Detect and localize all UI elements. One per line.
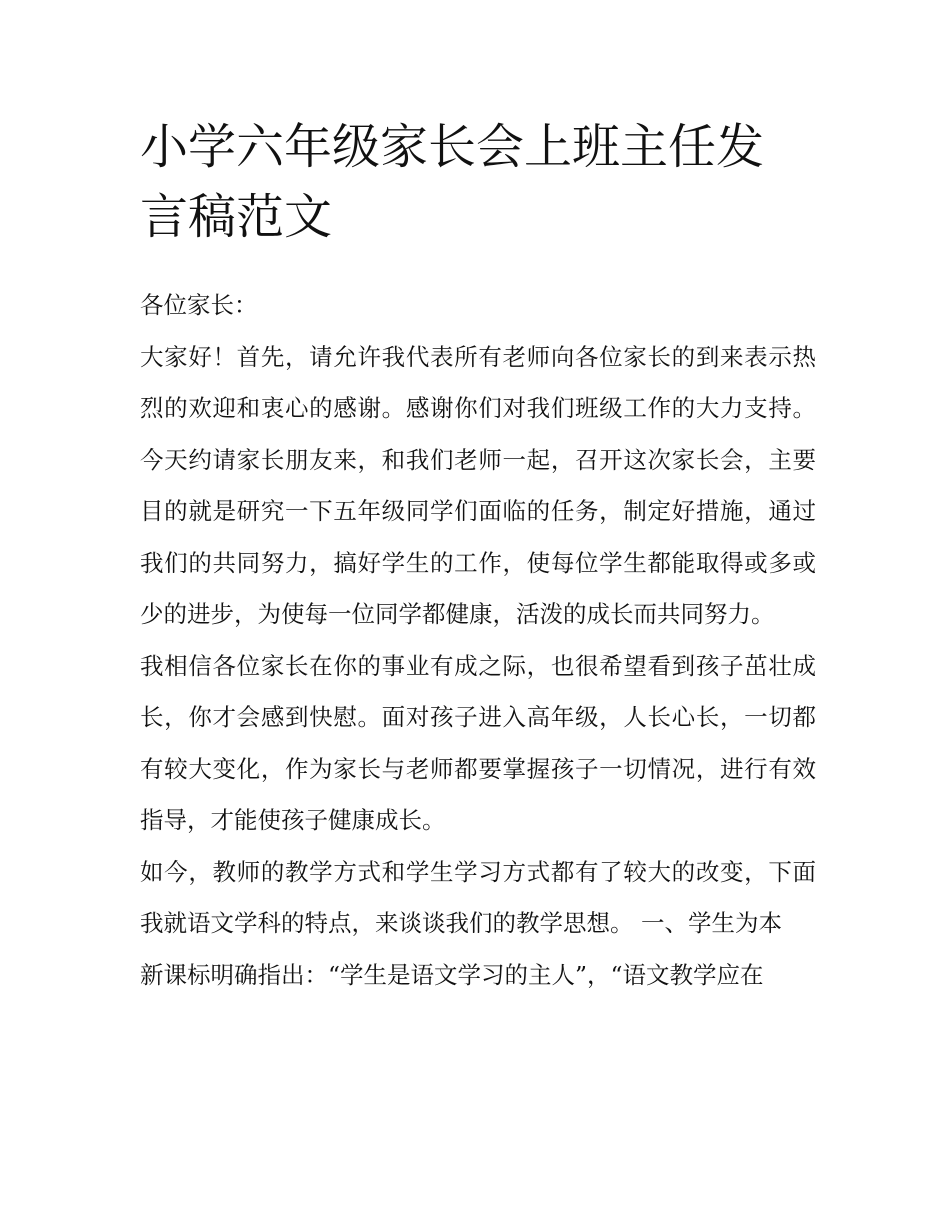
teaching-paragraph: 如今，教师的教学方式和学生学习方式都有了较大的改变，下面我就语文学科的特点，来谈谈我们的教学思想。 一、学生为本 bbox=[140, 857, 816, 937]
greeting-paragraph: 大家好！首先，请允许我代表所有老师向各位家长的到来表示热烈的欢迎和衷心的感谢。感谢你们对我们班级工作的大力支持。今天约请家长朋友来，和我们老师一起，召开这次家长会，主要目的就是研究一下五年级同学们面临的任务，制定好措施，通过我们的共同努力，搞好学生的工作，使每位学生都能取得或多或少的进步，为使每一位同学都健康，活泼的成长而共同努力。 bbox=[140, 342, 816, 628]
belief-paragraph: 我相信各位家长在你的事业有成之际，也很希望看到孩子茁壮成长，你才会感到快慰。面对孩子进入高年级，人长心长，一切都有较大变化，作为家长与老师都要掌握孩子一切情况，进行有效指导，才能使孩子健康成长。 bbox=[140, 651, 816, 834]
document-body bbox=[140, 280, 816, 1001]
salutation-paragraph: 各位家长： bbox=[140, 291, 258, 319]
curriculum-paragraph: 新课标明确指出：“学生是语文学习的主人”，“语文教学应在 bbox=[140, 960, 764, 989]
document-page bbox=[140, 0, 816, 1001]
document-title: 小学六年级家长会上班主任发言稿范文 bbox=[140, 119, 765, 245]
